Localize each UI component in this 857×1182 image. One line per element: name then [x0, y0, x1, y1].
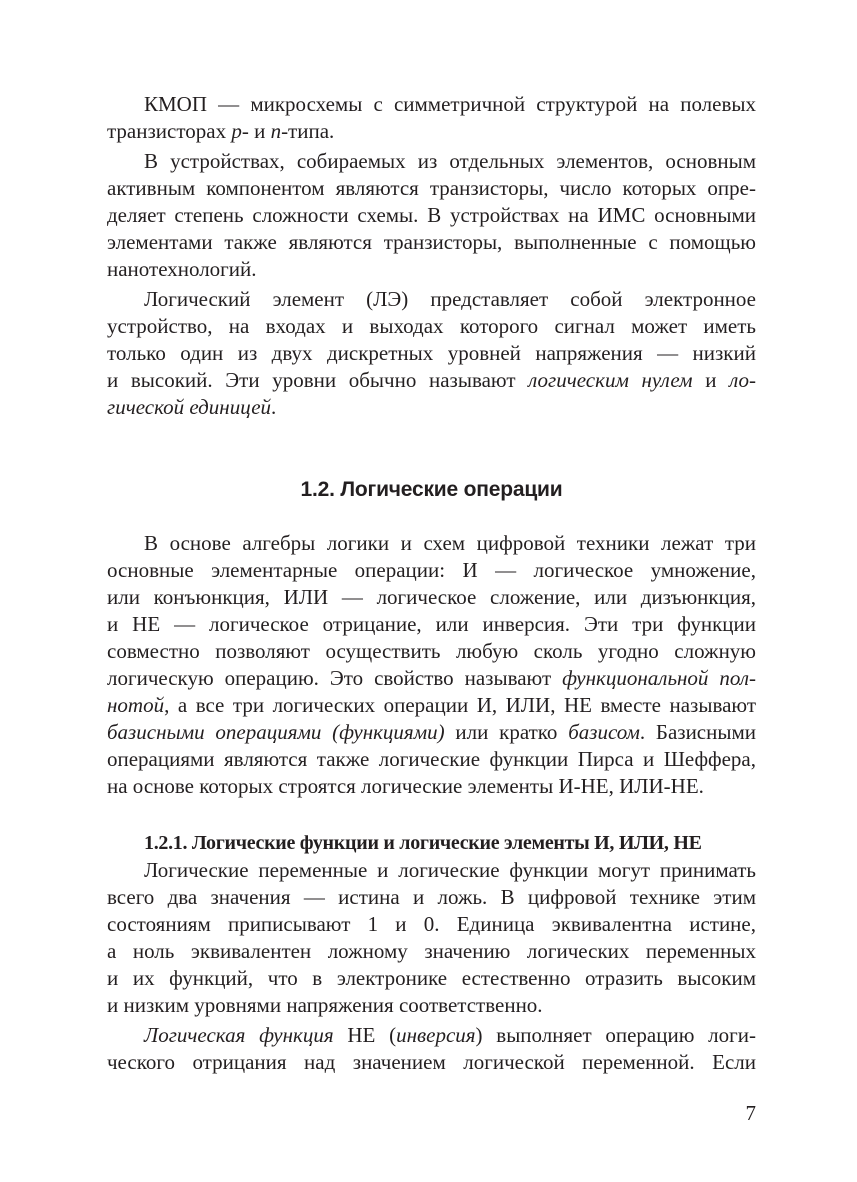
text-line: Логический элемент (ЛЭ) представляет собой электронное [144, 287, 756, 311]
text-line: базисными операциями (функциями) или кратко базисом. Базисными [107, 720, 757, 744]
subsection-text-block [107, 857, 756, 1076]
text-line: ческого отрицания над значением логической переменной. Если [107, 1050, 756, 1074]
text-line: Логические переменные и логические функции могут принимать [144, 858, 756, 882]
text-line: нанотехнологий. [107, 257, 257, 281]
text-line: транзисторах p- и n-типа. [107, 119, 335, 143]
text-line: КМОП — микросхемы с симметричной структурой на полевых [144, 92, 756, 116]
intro-text-block [107, 91, 756, 421]
text-line: всего два значения — истина и ложь. В цифровой технике этим [107, 885, 756, 909]
text-line: или конъюнкция, ИЛИ — логическое сложение, или дизъюнкция, [107, 585, 756, 609]
text-line: и низким уровнями напряжения соответственно. [107, 993, 543, 1017]
section-text-block [107, 530, 756, 800]
text-line: В основе алгебры логики и схем цифровой техники лежат три [144, 531, 756, 555]
text-line: а ноль эквивалентен ложному значению логических переменных [107, 939, 756, 963]
text-line: на основе которых строятся логические элементы И-НЕ, ИЛИ-НЕ. [107, 774, 704, 798]
text-line: устройство, на входах и выходах которого сигнал может иметь [107, 314, 756, 338]
text-line: элементами также являются транзисторы, выполненные с помощью [107, 230, 756, 254]
text-line: гической единицей. [107, 395, 277, 419]
text-line: нотой, а все три логических операции И, ИЛИ, НЕ вместе называют [107, 693, 756, 717]
text-line: логическую операцию. Это свойство называют функциональной пол- [107, 666, 756, 690]
text-line: состояниям приписывают 1 и 0. Единица эквивалентна истине, [107, 912, 756, 936]
subsection-heading: 1.2.1. Логические функции и логические элементы И, ИЛИ, НЕ [144, 832, 702, 854]
text-line: и их функций, что в электронике естественно отразить высоким [107, 966, 756, 990]
text-line: деляет степень сложности схемы. В устройствах на ИМС основными [107, 203, 756, 227]
text-line: только один из двух дискретных уровней напряжения — низкий [107, 341, 756, 365]
text-line: активным компонентом являются транзисторы, число которых опре- [107, 176, 756, 200]
text-line: основные элементарные операции: И — логическое умножение, [107, 558, 756, 582]
page-number: 7 [745, 1101, 756, 1125]
text-line: В устройствах, собираемых из отдельных элементов, основным [144, 149, 756, 173]
text-line: операциями являются также логические функции Пирса и Шеффера, [107, 747, 756, 771]
text-line: и НЕ — логическое отрицание, или инверсия. Эти три функции [107, 612, 756, 636]
text-line: Логическая функция НЕ (инверсия) выполняет операцию логи- [144, 1023, 756, 1047]
text-line: и высокий. Эти уровни обычно называют логическим нулем и ло- [107, 368, 756, 392]
text-line: совместно позволяют осуществить любую сколь угодно сложную [107, 639, 756, 663]
section-heading: 1.2. Логические операции [300, 478, 563, 501]
